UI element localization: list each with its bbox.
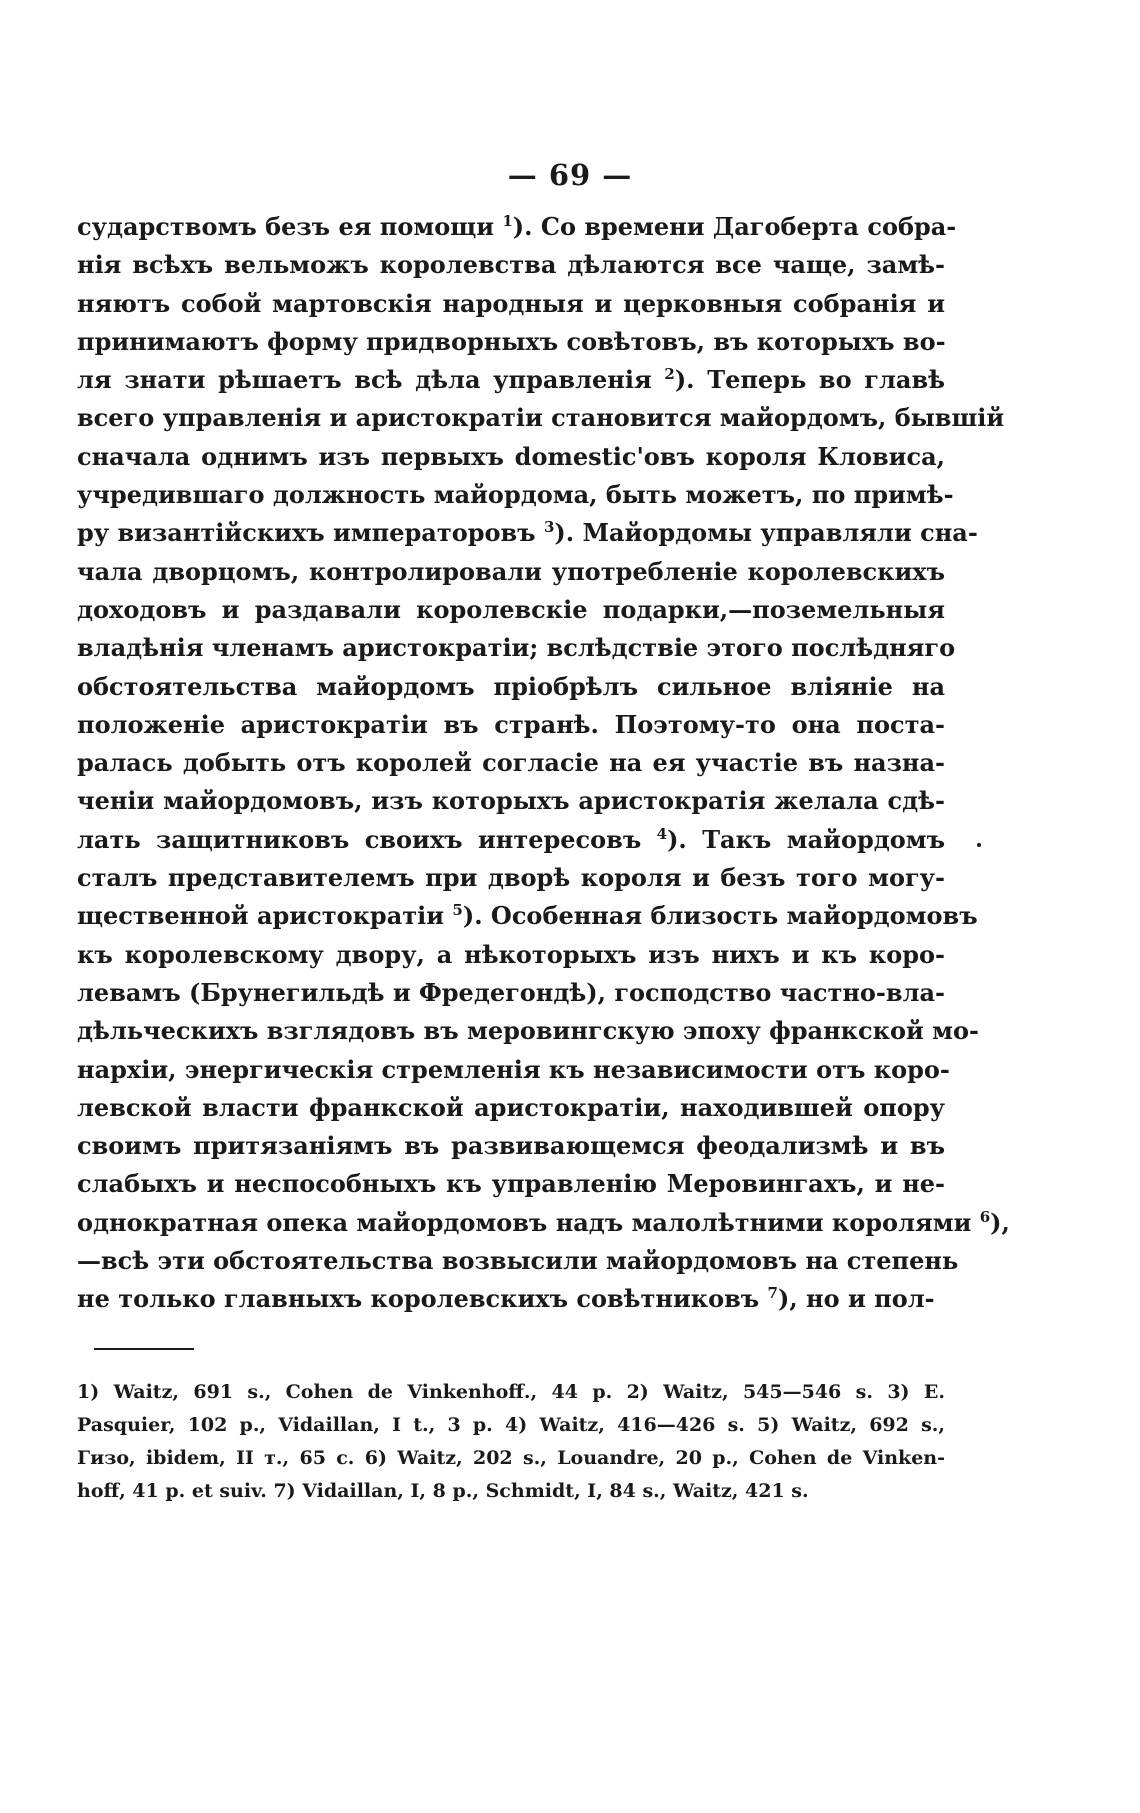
line-text: лать защитниковъ своихъ интересовъ (77, 824, 657, 854)
line-text: щественной аристократіи (77, 901, 453, 931)
line-text: не только главныхъ королевскихъ совѣтниковъ (77, 1284, 768, 1314)
margin-mark (977, 843, 981, 847)
text-line (77, 1051, 950, 1089)
text-line (77, 438, 945, 476)
text-line (77, 246, 945, 284)
line-text: своимъ притязаніямъ въ развивающемся феодализмѣ и въ (77, 1131, 945, 1161)
text-line (77, 1242, 959, 1280)
footnote-marker: 1 (502, 212, 513, 230)
text-line (77, 1204, 1010, 1242)
line-text: принимаютъ форму придворныхъ совѣтовъ, въ которыхъ во- (77, 326, 946, 356)
line-text: сталъ представителемъ при дворѣ короля и безъ того могу- (77, 863, 945, 893)
footnote-divider (94, 1348, 194, 1350)
line-text: ). Майордомы управляли сна- (554, 518, 978, 548)
body-text (77, 208, 1010, 1319)
line-text: левамъ (Брунегильдѣ и Фредегондѣ), господство частно-вла- (77, 977, 945, 1007)
line-text: учредившаго должность майордома, быть можетъ, по примѣ- (77, 480, 954, 510)
footnote-marker: 2 (664, 365, 675, 384)
line-text: ). Особенная близость майордомовъ (462, 901, 978, 931)
line-text: ченіи майордомовъ, изъ которыхъ аристократія желала сдѣ- (77, 786, 945, 816)
line-text: положеніе аристократіи въ странѣ. Поэтому-то она поста- (77, 709, 945, 739)
footnote-line: hoff, 41 p. et suiv. 7) Vidaillan, I, 8 p., Schmidt, I, 84 s., Waitz, 421 s. (77, 1480, 809, 1502)
text-line (77, 668, 945, 706)
footnote-marker: 7 (767, 1284, 778, 1303)
text-line (77, 1165, 945, 1203)
text-line (77, 1127, 945, 1165)
text-line (77, 591, 945, 629)
text-line (77, 1280, 945, 1318)
text-line (77, 629, 956, 667)
text-line (77, 706, 945, 744)
line-text: ралась добыть отъ королей согласіе на ея участіе въ назна- (77, 748, 945, 778)
line-text: всего управленія и аристократіи становится майордомъ, бывшій (77, 403, 1005, 433)
line-text: ). Такъ майордомъ (667, 824, 946, 854)
footnote-line: Pasquier, 102 p., Vidaillan, I t., 3 p. 4) Waitz, 416—426 s. 5) Waitz, 692 s., (77, 1414, 945, 1436)
text-line (77, 974, 945, 1012)
footnotes (77, 1376, 945, 1508)
line-text: ), (990, 1207, 1010, 1237)
line-text: слабыхъ и неспособныхъ къ управленію Меровингахъ, и не- (77, 1169, 945, 1199)
line-text: ру византійскихъ императоровъ (77, 518, 544, 548)
line-text: чала дворцомъ, контролировали употребленіе королевскихъ (77, 556, 945, 586)
text-line (77, 897, 978, 935)
text-line (77, 782, 945, 820)
line-text: няютъ собой мартовскія народныя и церковныя собранія и (77, 288, 945, 318)
line-text: ). Теперь во главѣ (674, 365, 945, 395)
text-line (77, 514, 978, 552)
text-line (77, 476, 954, 514)
line-text: обстоятельства майордомъ пріобрѣлъ сильное вліяніе на (77, 671, 945, 701)
text-line (77, 208, 957, 246)
line-text: однократная опека майордомовъ надъ малолѣтними королями (77, 1207, 980, 1237)
line-text: къ королевскому двору, а нѣкоторыхъ изъ нихъ и къ коро- (77, 939, 945, 969)
text-line (77, 361, 945, 399)
line-text: ля знати рѣшаетъ всѣ дѣла управленія (77, 365, 665, 395)
line-text: владѣнія членамъ аристократіи; вслѣдствіе этого послѣдняго (77, 633, 956, 663)
line-text: доходовъ и раздавали королевскіе подарки,—поземельныя (77, 594, 945, 624)
footnote-marker: 5 (452, 901, 463, 920)
text-line (77, 553, 945, 591)
text-line (77, 399, 1005, 437)
footnote-marker: 6 (979, 1207, 991, 1226)
line-text: левской власти франкской аристократіи, находившей опору (77, 1092, 945, 1122)
line-text: ), но и пол- (777, 1284, 935, 1314)
line-text: —всѣ эти обстоятельства возвысили майордомовъ на степень (77, 1246, 959, 1276)
line-text: сударствомъ безъ ея помощи (77, 212, 503, 241)
line-text: нія всѣхъ вельможъ королевства дѣлаются все чаще, замѣ- (77, 250, 945, 280)
footnote-marker: 4 (656, 824, 668, 843)
line-text: сначала однимъ изъ первыхъ domestic'овъ короля Кловиса, (77, 441, 945, 471)
footnote-line: Гизо, ibidem, II т., 65 с. 6) Waitz, 202 s., Louandre, 20 p., Cohen de Vinken- (77, 1447, 945, 1469)
text-line (77, 285, 945, 323)
text-line (77, 1012, 979, 1050)
page-number: — 69 — (507, 158, 633, 192)
text-line (77, 323, 945, 361)
text-line (77, 821, 945, 859)
text-line (77, 859, 945, 897)
line-text: ). Со времени Дагоберта собра- (512, 212, 957, 241)
footnote-marker: 3 (543, 518, 555, 537)
footnote-line: 1) Waitz, 691 s., Cohen de Vinkenhoff., 44 p. 2) Waitz, 545—546 s. 3) E. (77, 1381, 945, 1403)
text-line (77, 744, 945, 782)
text-line (77, 1089, 945, 1127)
text-line (77, 936, 945, 974)
line-text: нархіи, энергическія стремленія къ независимости отъ коро- (77, 1054, 950, 1084)
line-text: дѣльческихъ взглядовъ въ меровингскую эпоху франкской мо- (77, 1016, 979, 1046)
